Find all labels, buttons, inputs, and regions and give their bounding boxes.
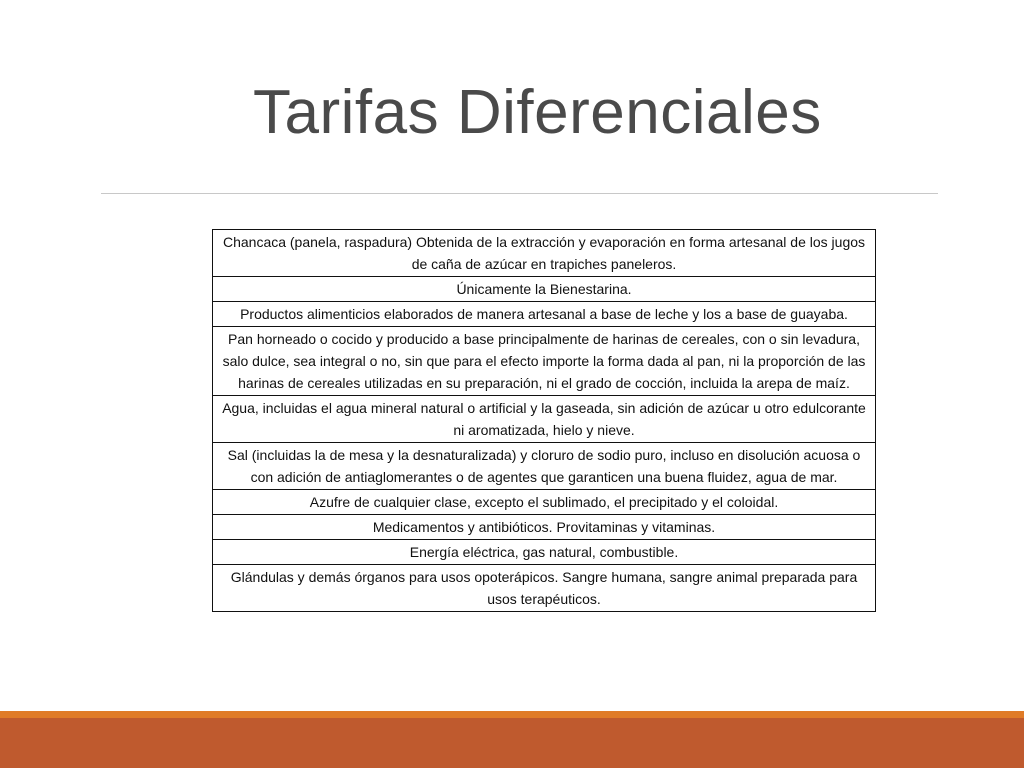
table-cell: Medicamentos y antibióticos. Provitaminas y vitaminas.	[213, 515, 876, 540]
tariff-table	[212, 229, 876, 612]
footer-band	[0, 711, 1024, 768]
table-row	[213, 515, 876, 540]
table-row	[213, 277, 876, 302]
table-cell: Energía eléctrica, gas natural, combustible.	[213, 540, 876, 565]
slide-title: Tarifas Diferenciales	[253, 78, 822, 147]
table-cell: Agua, incluidas el agua mineral natural o artificial y la gaseada, sin adición de azúcar u otro edulcorante ni aromatizada, hielo y nieve.	[213, 396, 876, 443]
table-cell: Azufre de cualquier clase, excepto el sublimado, el precipitado y el coloidal.	[213, 490, 876, 515]
footer-base-stripe	[0, 718, 1024, 768]
table-row	[213, 327, 876, 396]
table-row	[213, 443, 876, 490]
table-cell: Chancaca (panela, raspadura) Obtenida de la extracción y evaporación en forma artesanal de los jugos de caña de azúcar en trapiches paneleros.	[213, 230, 876, 277]
title-divider	[101, 193, 938, 194]
table-row	[213, 540, 876, 565]
table-cell: Pan horneado o cocido y producido a base principalmente de harinas de cereales, con o sin levadura, salo dulce, sea integral o no, sin que para el efecto importe la forma dada al pan, ni la proporción de las harinas de cereales utilizadas en su preparación, ni el grado de cocción, incluida la arepa de maíz.	[213, 327, 876, 396]
table-row	[213, 396, 876, 443]
table-cell: Únicamente la Bienestarina.	[213, 277, 876, 302]
footer-accent-stripe	[0, 711, 1024, 718]
table-cell: Glándulas y demás órganos para usos opoterápicos. Sangre humana, sangre animal preparada para usos terapéuticos.	[213, 565, 876, 612]
table-row	[213, 490, 876, 515]
table-cell: Productos alimenticios elaborados de manera artesanal a base de leche y los a base de guayaba.	[213, 302, 876, 327]
table-cell: Sal (incluidas la de mesa y la desnaturalizada) y cloruro de sodio puro, incluso en disolución acuosa o con adición de antiaglomerantes o de agentes que garanticen una buena fluidez, agua de mar.	[213, 443, 876, 490]
table-row	[213, 230, 876, 277]
table-row	[213, 302, 876, 327]
table-row	[213, 565, 876, 612]
